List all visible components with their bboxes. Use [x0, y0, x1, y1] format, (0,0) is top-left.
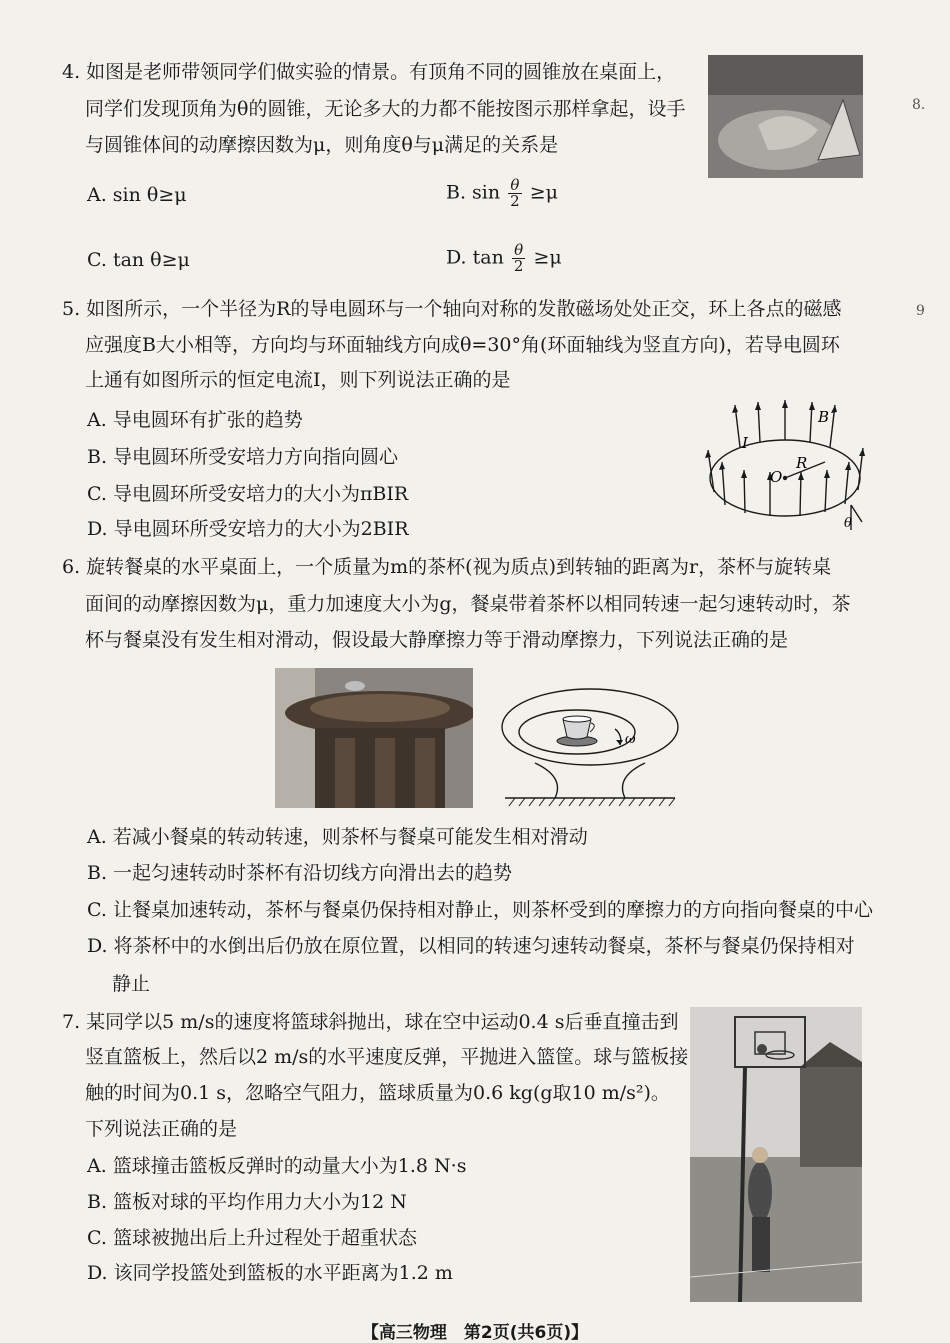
- q4-option-b-pre: B. sin: [446, 181, 501, 204]
- q4-option-c: C. tan θ≥μ: [87, 249, 190, 271]
- q4-option-d-num: θ: [512, 243, 526, 259]
- q4-line1: 4. 如图是老师带领同学们做实验的情景。有顶角不同的圆锥放在桌面上，: [62, 61, 676, 83]
- q7-line1: 7. 某同学以5 m/s的速度将篮球斜抛出，球在空中运动0.4 s后垂直撞击到: [62, 1011, 679, 1033]
- q4-option-d: [446, 243, 562, 274]
- q4-cone-photo-drawing: [708, 55, 863, 178]
- q4-option-b-post: ≥μ: [529, 181, 559, 204]
- q6-option-d-line1: D. 将茶杯中的水倒出后仍放在原位置，以相同的转速匀速转动餐桌，茶杯与餐桌仍保持相对: [87, 935, 855, 957]
- q4-option-b-den: 2: [510, 192, 520, 210]
- page-footer: 【高三物理 第2页(共6页)】: [361, 1323, 589, 1343]
- q4-option-d-fraction: [512, 243, 526, 274]
- q5-label-field: B: [818, 408, 830, 426]
- q4-option-b-num: θ: [508, 178, 522, 194]
- q7-line2: 竖直篮板上，然后以2 m/s的水平速度反弹，平抛进入篮筐。球与篮板接: [85, 1046, 689, 1068]
- q4-option-d-post: ≥μ: [533, 246, 562, 269]
- q5-ring-diagram: [700, 400, 870, 535]
- q7-option-c: C. 篮球被抛出后上升过程处于超重状态: [87, 1227, 417, 1249]
- q5-label-radius: R: [796, 454, 808, 472]
- q5-line2: 应强度B大小相等，方向均与环面轴线方向成θ=30°角(环面轴线为竖直方向)，若导电圆环: [85, 334, 840, 356]
- q5-option-b: B. 导电圆环所受安培力方向指向圆心: [87, 446, 399, 468]
- q5-line3: 上通有如图所示的恒定电流I，则下列说法正确的是: [85, 369, 511, 391]
- q4-line3: 与圆锥体间的动摩擦因数为μ，则角度θ与μ满足的关系是: [85, 134, 559, 156]
- q7-option-d: D. 该同学投篮处到篮板的水平距离为1.2 m: [87, 1262, 453, 1284]
- q5-line1: 5. 如图所示，一个半径为R的导电圆环与一个轴向对称的发散磁场处处正交，环上各点的磁感: [62, 298, 842, 320]
- q6-line3: 杯与餐桌没有发生相对滑动，假设最大静摩擦力等于滑动摩擦力，下列说法正确的是: [85, 629, 789, 651]
- q4-option-b-fraction: [508, 178, 522, 209]
- margin-mark-8: 8.: [912, 97, 926, 113]
- q5-label-angle: θ: [844, 516, 852, 531]
- q4-option-b: [446, 178, 558, 209]
- q5-option-c: C. 导电圆环所受安培力的大小为πBIR: [87, 483, 409, 505]
- q7-basketball-photo: [690, 1007, 862, 1302]
- q6-table-photo: [275, 668, 473, 808]
- q7-option-a: A. 篮球撞击篮板反弹时的动量大小为1.8 N·s: [87, 1155, 467, 1177]
- q6-option-a: A. 若减小餐桌的转动转速，则茶杯与餐桌可能发生相对滑动: [87, 826, 588, 848]
- margin-mark-9: 9: [916, 303, 925, 319]
- q6-turntable-diagram: [495, 685, 685, 810]
- q5-option-d: D. 导电圆环所受安培力的大小为2BIR: [87, 518, 409, 540]
- q7-option-b: B. 篮板对球的平均作用力大小为12 N: [87, 1191, 407, 1213]
- q6-line1: 6. 旋转餐桌的水平桌面上，一个质量为m的茶杯(视为质点)到转轴的距离为r，茶杯与旋转桌: [62, 556, 832, 578]
- q6-label-omega: ω: [625, 732, 636, 747]
- q6-line2: 面间的动摩擦因数为μ，重力加速度大小为g，餐桌带着茶杯以相同转速一起匀速转动时，茶: [85, 593, 851, 615]
- q4-line2: 同学们发现顶角为θ的圆锥，无论多大的力都不能按图示那样拿起，设手: [85, 98, 686, 120]
- q7-line3: 触的时间为0.1 s，忽略空气阻力，篮球质量为0.6 kg(g取10 m/s²)。: [85, 1082, 670, 1104]
- q6-option-b: B. 一起匀速转动时茶杯有沿切线方向滑出去的趋势: [87, 862, 513, 884]
- q7-line4: 下列说法正确的是: [85, 1118, 238, 1140]
- q4-option-a: A. sin θ≥μ: [87, 184, 187, 206]
- q4-option-d-pre: D. tan: [446, 246, 504, 269]
- q6-teacup-icon: [557, 716, 597, 746]
- q5-label-center: O: [770, 468, 783, 486]
- q5-label-current: I: [742, 434, 748, 452]
- q6-option-d-line2: 静止: [112, 973, 151, 995]
- q5-option-a: A. 导电圆环有扩张的趋势: [87, 409, 303, 431]
- q7-basketball-photo-drawing: [690, 1007, 862, 1302]
- q4-option-d-den: 2: [513, 257, 524, 275]
- q6-table-photo-drawing: [275, 668, 473, 808]
- q4-cone-photo: [708, 55, 863, 178]
- q6-option-c: C. 让餐桌加速转动，茶杯与餐桌仍保持相对静止，则茶杯受到的摩擦力的方向指向餐桌的中心: [87, 899, 873, 921]
